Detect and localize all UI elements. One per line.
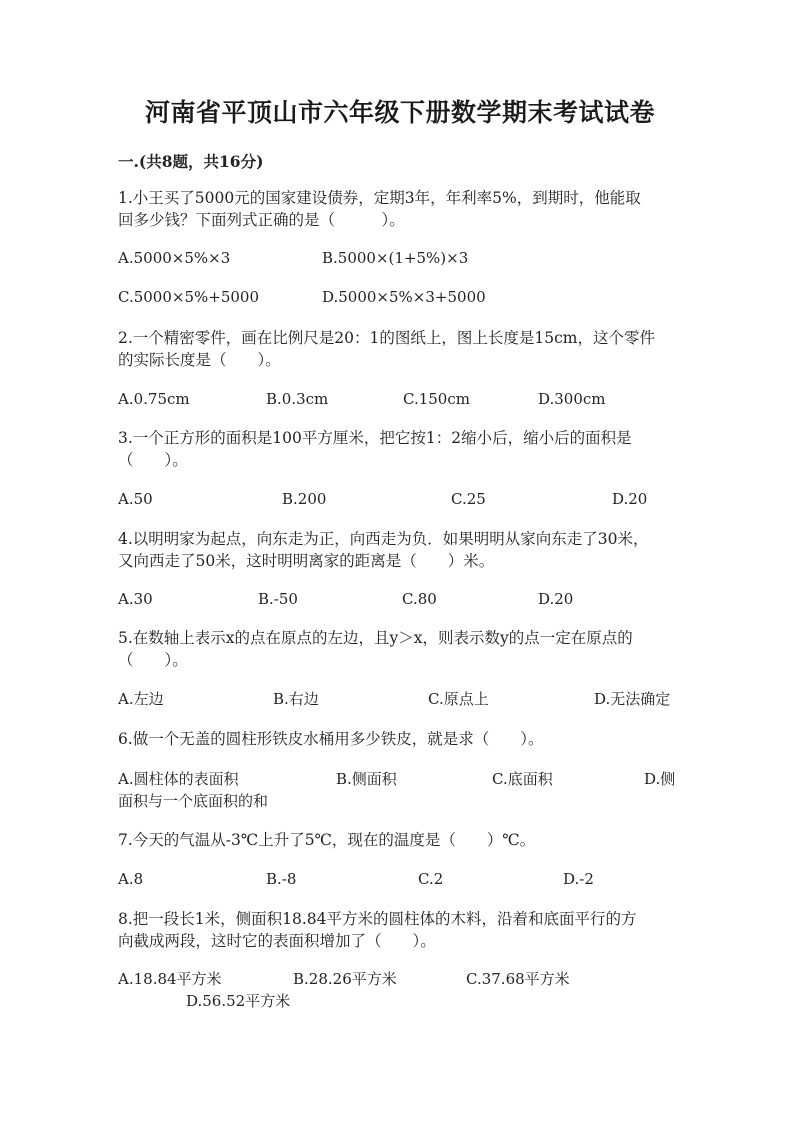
option-c[interactable]: C.150cm — [403, 390, 470, 408]
option-d[interactable]: D.侧 — [644, 770, 676, 788]
option-c[interactable]: C.5000×5%+5000 — [118, 288, 259, 306]
option-b[interactable]: B.-8 — [266, 870, 297, 888]
question-6 — [118, 728, 678, 750]
question-4 — [118, 528, 678, 572]
option-b[interactable]: B.5000×(1+5%)×3 — [322, 249, 469, 267]
option-b[interactable]: B.0.3cm — [266, 390, 329, 408]
option-a[interactable]: A.左边 — [118, 690, 164, 708]
question-5 — [118, 627, 678, 671]
option-d[interactable]: D.无法确定 — [594, 690, 671, 708]
question-text-line: （ ）。 — [118, 451, 188, 469]
option-d[interactable]: D.20 — [612, 490, 648, 508]
question-1-options-row2 — [118, 286, 688, 308]
option-b[interactable]: B.200 — [282, 490, 327, 508]
question-text-line: 回多少钱？下面列式正确的是（ ）。 — [118, 211, 405, 229]
question-text-line: 8.把一段长1米，侧面积18.84平方米的圆柱体的木料，沿着和底面平行的方 — [118, 910, 637, 928]
option-a[interactable]: A.18.84平方米 — [118, 970, 222, 988]
question-5-options — [118, 688, 688, 710]
option-a[interactable]: A.0.75cm — [118, 390, 190, 408]
question-text-line: 4.以明明家为起点，向东走为正，向西走为负．如果明明从家向东走了30米， — [118, 530, 649, 548]
question-text-line: 向截成两段，这时它的表面积增加了（ ）。 — [118, 932, 436, 950]
option-d[interactable]: D.300cm — [538, 390, 606, 408]
question-text-line: 2.一个精密零件，画在比例尺是20：1的图纸上，图上长度是15cm，这个零件 — [118, 329, 655, 347]
question-4-options — [118, 588, 688, 610]
question-text-line: 6.做一个无盖的圆柱形铁皮水桶用多少铁皮，就是求（ ）。 — [118, 730, 544, 748]
option-a[interactable]: A.5000×5%×3 — [118, 249, 231, 267]
option-c[interactable]: C.原点上 — [428, 690, 489, 708]
question-text-line: 1.小王买了5000元的国家建设债券，定期3年，年利率5%，到期时，他能取 — [118, 189, 641, 207]
option-c[interactable]: C.底面积 — [492, 770, 553, 788]
option-b[interactable]: B.-50 — [258, 590, 298, 608]
question-6-options — [118, 768, 688, 790]
question-text-line: 又向西走了50米，这时明明离家的距离是（ ）米。 — [118, 552, 495, 570]
question-7-options — [118, 868, 688, 890]
question-text-line: 的实际长度是（ ）。 — [118, 351, 281, 369]
option-d[interactable]: D.-2 — [563, 870, 594, 888]
section-heading: 一.(共8题，共16分) — [118, 152, 264, 171]
question-1-options — [118, 247, 688, 269]
option-c[interactable]: C.37.68平方米 — [466, 970, 570, 988]
option-d[interactable]: D.56.52平方米 — [186, 992, 291, 1010]
question-text-line: （ ）。 — [118, 651, 188, 669]
question-8 — [118, 908, 678, 952]
option-d-continued: 面积与一个底面积的和 — [118, 792, 269, 810]
question-3-options — [118, 488, 688, 510]
option-d[interactable]: D.20 — [538, 590, 574, 608]
option-a[interactable]: A.30 — [118, 590, 153, 608]
option-b[interactable]: B.右边 — [273, 690, 319, 708]
question-text-line: 7.今天的气温从-3℃上升了5℃，现在的温度是（ ）℃。 — [118, 831, 536, 849]
question-2-options — [118, 388, 688, 410]
exam-title: 河南省平顶山市六年级下册数学期末考试试卷 — [144, 98, 655, 127]
option-d[interactable]: D.5000×5%×3+5000 — [322, 288, 486, 306]
option-b[interactable]: B.28.26平方米 — [293, 970, 397, 988]
option-a[interactable]: A.8 — [118, 870, 144, 888]
question-2 — [118, 327, 678, 371]
option-c[interactable]: C.80 — [402, 590, 437, 608]
question-8-options — [118, 968, 688, 990]
question-3 — [118, 427, 678, 471]
option-b[interactable]: B.侧面积 — [336, 770, 397, 788]
question-1 — [118, 187, 678, 231]
question-7 — [118, 829, 678, 851]
question-text-line: 3.一个正方形的面积是100平方厘米，把它按1：2缩小后，缩小后的面积是 — [118, 429, 632, 447]
option-c[interactable]: C.25 — [451, 490, 486, 508]
question-text-line: 5.在数轴上表示x的点在原点的左边，且y＞x，则表示数y的点一定在原点的 — [118, 629, 633, 647]
option-a[interactable]: A.50 — [118, 490, 153, 508]
option-c[interactable]: C.2 — [418, 870, 444, 888]
option-a[interactable]: A.圆柱体的表面积 — [118, 770, 239, 788]
